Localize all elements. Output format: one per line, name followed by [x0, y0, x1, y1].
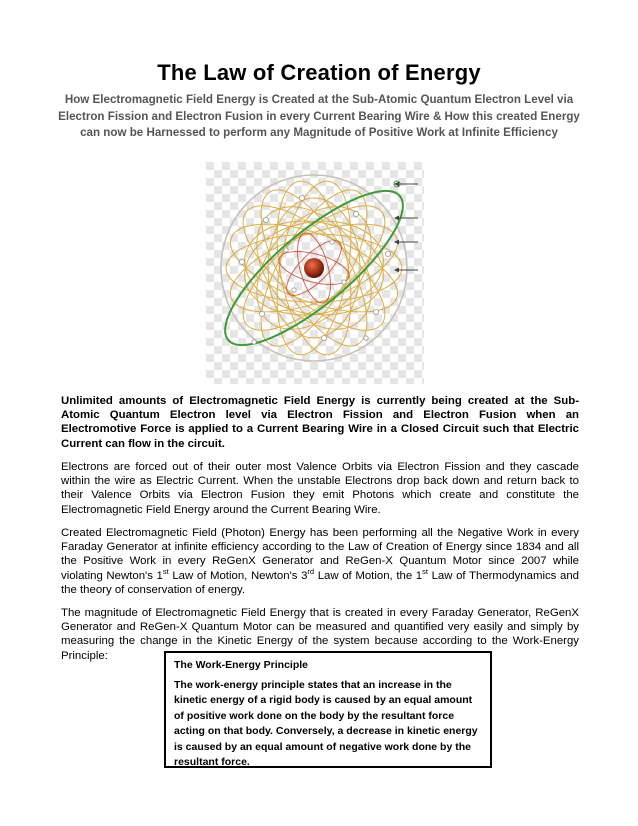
atom-figure	[206, 162, 424, 384]
superscript-rd: rd	[307, 566, 315, 576]
page-title: The Law of Creation of Energy	[157, 60, 481, 85]
superscript-st-2: st	[422, 566, 428, 576]
paragraph-created-energy-part3: Law of Motion, the 1	[314, 569, 423, 582]
paragraph-created-energy-part1: Created Electromagnetic Field (Photon) Energy has been performing all the Negative Work in every Faraday Generator at infinite efficiency according to the Law of Creation of Energy since 1834 and all the Positive Work in every ReGenX Generator and ReGen-X Quantum Motor since 2007 while violating Newton's 1	[61, 527, 579, 582]
paragraph-created-energy	[61, 526, 579, 597]
page-subtitle: How Electromagnetic Field Energy is Created at the Sub-Atomic Quantum Electron Level via Electron Fission and Electron Fusion in every Current Bearing Wire & How this created Energy can now be Harnessed to perform any Magnitude of Positive Work at Infinite Efficiency	[58, 93, 580, 139]
paragraph-created-energy-part4: Law of Thermodynamics and the theory of conservation of energy.	[61, 569, 579, 596]
paragraph-intro: Unlimited amounts of Electromagnetic Field Energy is currently being created at the Sub-Atomic Quantum Electron level via Electron Fission and Electron Fusion when an Electromotive Force is applied to a Current Bearing Wire in a Closed Circuit such that Electric Current can flow in the circuit.	[61, 395, 579, 450]
superscript-st: st	[162, 566, 169, 576]
paragraph-created-energy-part2: Law of Motion, Newton's 3	[168, 569, 308, 582]
box-body: The work-energy principle states that an increase in the kinetic energy of a rigid body is caused by an equal amount of positive work done on the body by the resultant force acting on that body. Conversely, a decrease in kinetic energy is caused by an equal amount of negative work done by the resultant force.	[174, 679, 478, 769]
paragraph-magnitude: The magnitude of Electromagnetic Field Energy that is created in every Faraday Generator, ReGenX Generator and ReGen-X Quantum Motor can be measured and quantified very easily and simply by measuring the change in the Kinetic Energy of the system because according to the Work-Energy Principle:	[61, 607, 579, 662]
atom-orbit-diagram-icon	[206, 162, 424, 384]
work-energy-principle-box	[164, 651, 492, 768]
paragraph-electrons: Electrons are forced out of their outer most Valence Orbits via Electron Fission and they cascade within the wire as Electric Current. When the unstable Electrons drop back down and return back to their Valence Orbits via Electron Fusion they emit Photons which create and constitute the Electromagnetic Field Energy around the Current Bearing Wire.	[61, 461, 579, 516]
box-title: The Work-Energy Principle	[174, 659, 309, 671]
